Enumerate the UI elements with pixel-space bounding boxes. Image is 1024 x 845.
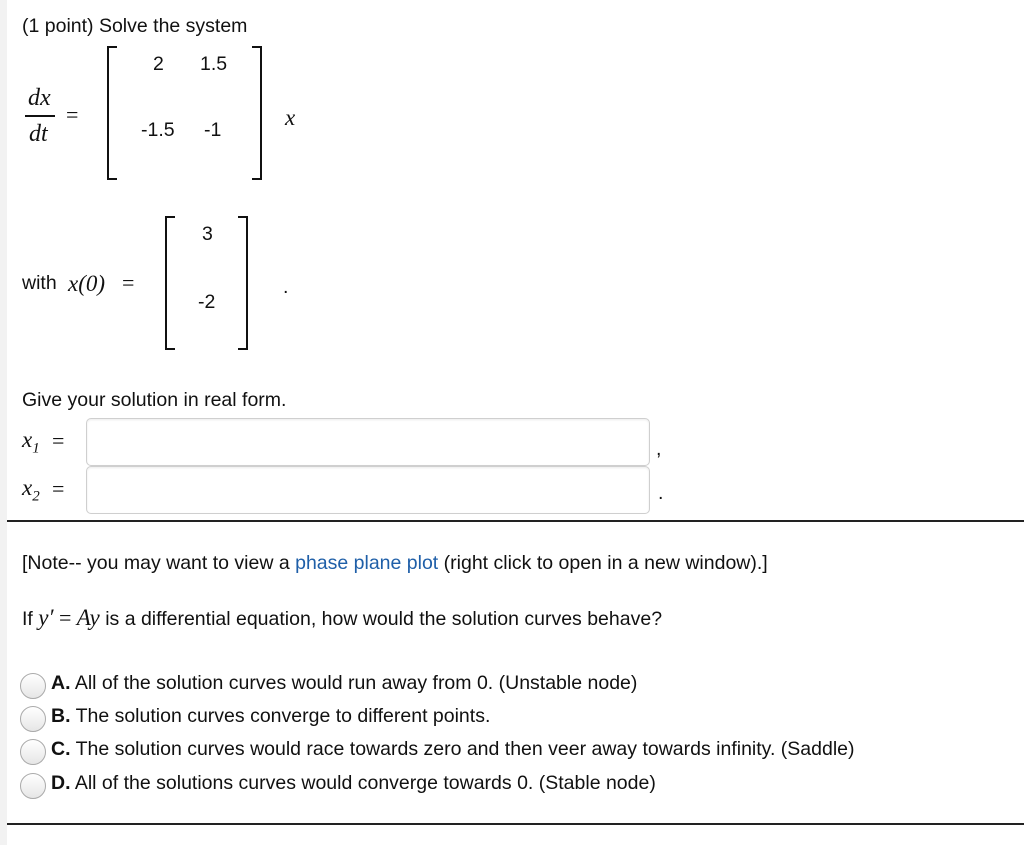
answer-var-x2: $x_2$: [22, 475, 40, 505]
note-text: [Note-- you may want to view a phase plane plot (right click to open in a new window).]: [22, 552, 768, 574]
question-text: If y′ = Ay is a differential equation, how would the solution curves behave?: [22, 605, 663, 630]
vector-variable: x: [285, 105, 296, 130]
initial-label-with: with: [22, 272, 57, 294]
option-d-label[interactable]: D. All of the solutions curves would converge towards 0. (Stable node): [51, 772, 656, 794]
matrix-cell: 2: [153, 53, 164, 75]
answer-var-x1: $x_1$: [22, 427, 40, 457]
option-a-radio[interactable]: [20, 673, 46, 699]
option-d-radio[interactable]: [20, 773, 46, 799]
period: .: [283, 276, 289, 298]
derivative-numerator: dx: [28, 85, 51, 111]
answer-equals: =: [52, 476, 65, 501]
matrix-cell: 1.5: [200, 53, 228, 75]
vector-right-bracket: [238, 216, 248, 350]
x1-answer-input[interactable]: [86, 418, 650, 466]
option-a-label[interactable]: A. All of the solution curves would run away from 0. (Unstable node): [51, 672, 638, 694]
matrix-cell: -1: [204, 119, 222, 141]
option-c-radio[interactable]: [20, 739, 46, 765]
x2-answer-input[interactable]: [86, 466, 650, 514]
phase-plane-plot-link[interactable]: phase plane plot: [295, 552, 439, 574]
instruction-text: Give your solution in real form.: [22, 389, 287, 411]
answer-equals: =: [52, 428, 65, 453]
equals-sign: =: [66, 102, 79, 127]
period: .: [658, 482, 664, 504]
fraction-bar: [25, 115, 55, 117]
derivative-denominator: dt: [29, 121, 48, 147]
option-b-radio[interactable]: [20, 706, 46, 732]
comma: ,: [656, 438, 662, 460]
matrix-left-bracket: [107, 46, 117, 180]
vector-cell: 3: [202, 223, 213, 245]
initial-label-expr: x(0): [68, 271, 106, 296]
vector-cell: -2: [198, 291, 216, 313]
vector-left-bracket: [165, 216, 175, 350]
matrix-cell: -1.5: [141, 119, 175, 141]
problem-title: (1 point) Solve the system: [22, 15, 248, 37]
divider: [7, 823, 1024, 825]
divider: [7, 520, 1024, 522]
option-b-label[interactable]: B. The solution curves converge to different points.: [51, 705, 491, 727]
left-margin-bar: [0, 0, 7, 845]
matrix-right-bracket: [252, 46, 262, 180]
initial-equals: =: [122, 270, 135, 295]
option-c-label[interactable]: C. The solution curves would race towards zero and then veer away towards infinity. (Saddle): [51, 738, 855, 760]
